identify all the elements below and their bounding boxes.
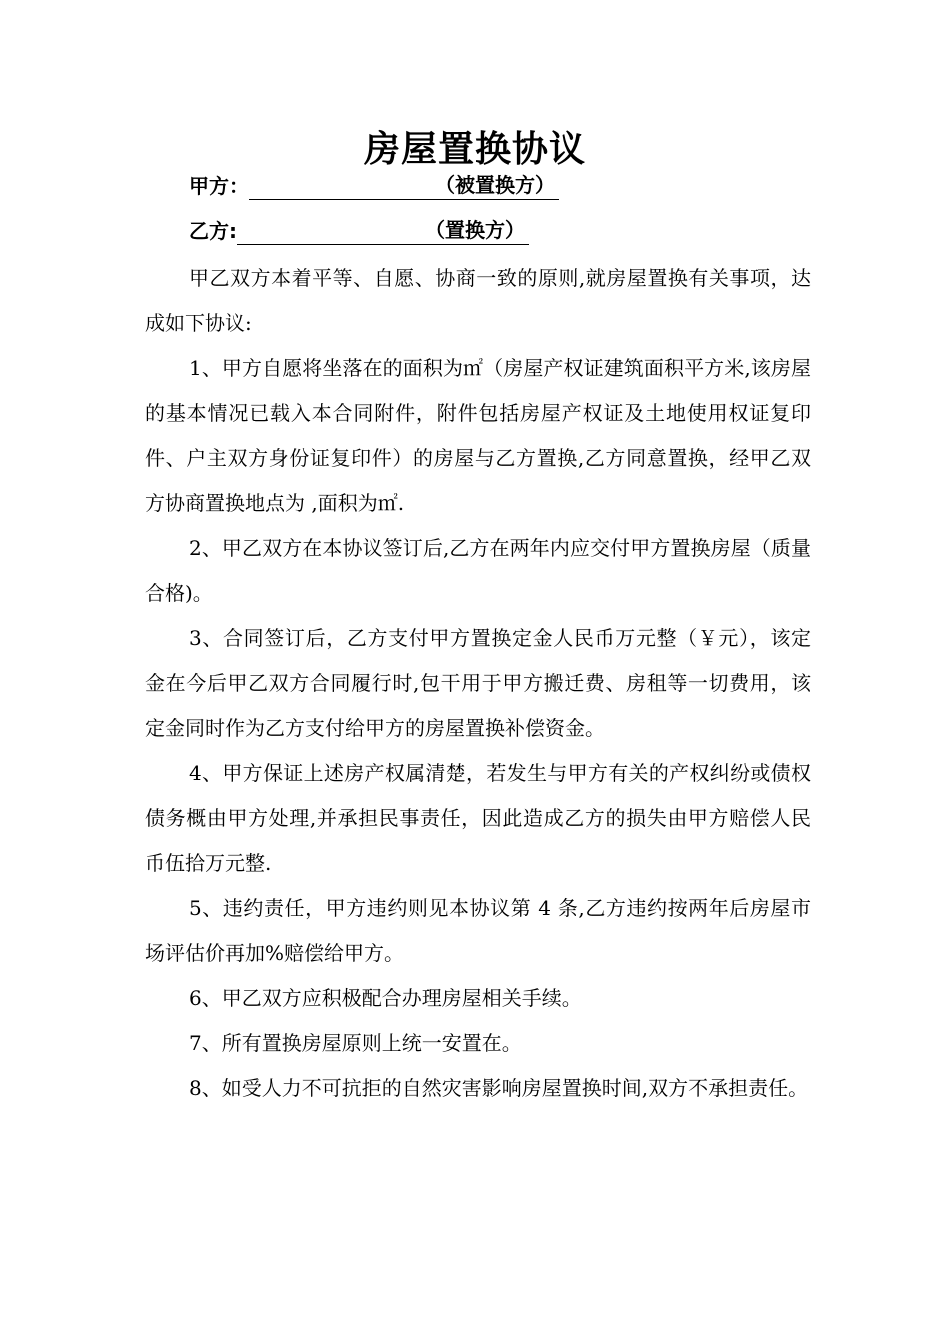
party-a-role: （被置换方）	[435, 173, 555, 197]
clause-2: 2、甲乙双方在本协议签订后,乙方在两年内应交付甲方置换房屋（质量合格)。	[145, 536, 811, 605]
clause-7: 7、所有置换房屋原则上统一安置在。	[189, 1031, 522, 1055]
party-b-role: （置换方）	[425, 218, 525, 242]
party-b-label: 乙方:	[189, 219, 237, 243]
clause-1: 1、甲方自愿将坐落在的面积为㎡（房屋产权证建筑面积平方米,该房屋的基本情况已载入本合同附件，附件包括房屋产权证及土地使用权证复印件、户主双方身份证复印件）的房屋与乙方置换,乙方同意置换，经甲乙双方协商置换地点为 ,面积为㎡.	[145, 356, 811, 515]
clause-6: 6、甲乙双方应积极配合办理房屋相关手续。	[189, 986, 582, 1010]
clause-5: 5、违约责任，甲方违约则见本协议第 4 条,乙方违约按两年后房屋市场评估价再加%赔偿给甲方。	[145, 896, 811, 965]
agreement-body	[145, 256, 811, 1111]
party-b-blank	[237, 218, 529, 245]
clause-8: 8、如受人力不可抗拒的自然灾害影响房屋置换时间,双方不承担责任。	[189, 1076, 809, 1100]
party-b-line	[189, 217, 529, 245]
clause-3: 3、合同签订后，乙方支付甲方置换定金人民币万元整（￥元），该定金在今后甲乙双方合同履行时,包干用于甲方搬迁费、房租等一切费用，该定金同时作为乙方支付给甲方的房屋置换补偿资金。	[145, 626, 811, 740]
paragraph-intro: 甲乙双方本着平等、自愿、协商一致的原则,就房屋置换有关事项，达成如下协议:	[145, 266, 811, 335]
party-a-blank	[249, 173, 559, 200]
party-a-line	[189, 172, 559, 200]
party-a-label: 甲方：	[189, 174, 249, 198]
page-title: 房屋置换协议	[363, 129, 586, 170]
clause-4: 4、甲方保证上述房产权属清楚，若发生与甲方有关的产权纠纷或债权债务概由甲方处理,并承担民事责任，因此造成乙方的损失由甲方赔偿人民币伍拾万元整.	[145, 761, 811, 875]
